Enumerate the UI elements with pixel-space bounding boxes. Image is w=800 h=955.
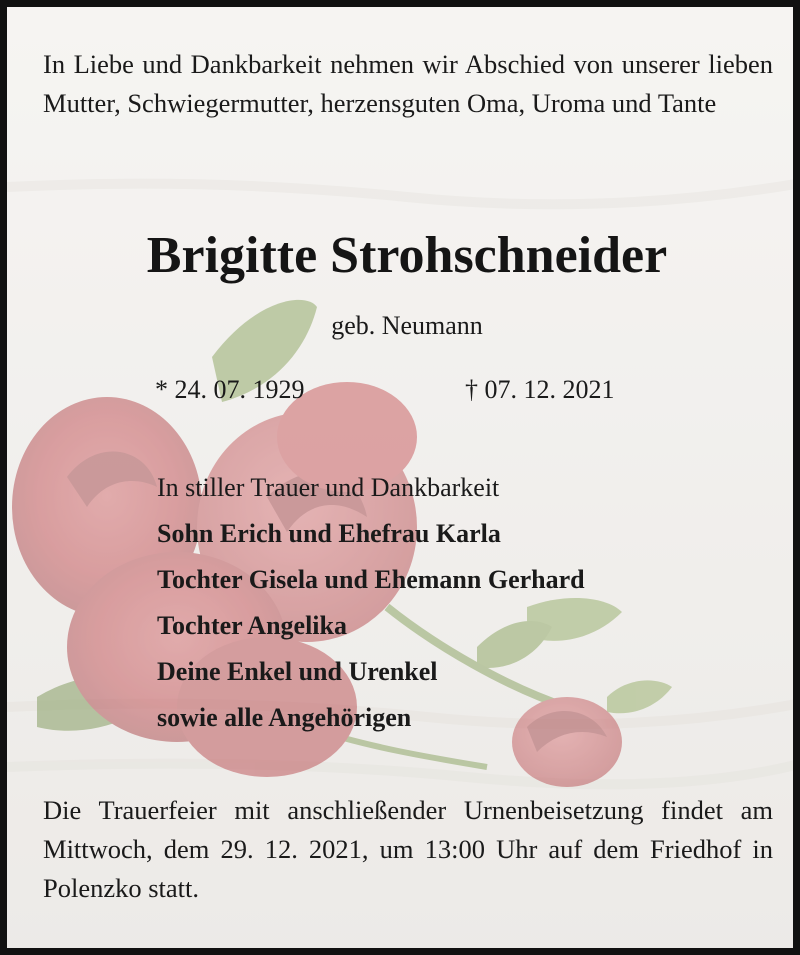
mourners-lead: In stiller Trauer und Dankbarkeit — [157, 473, 500, 502]
funeral-details: Die Trauerfeier mit anschließender Urnenbeisetzung findet am Mittwoch, dem 29. 12. 2021, um 13:00 Uhr auf dem Friedhof in Polenzko statt. — [43, 795, 773, 903]
death-date: † 07. 12. 2021 — [465, 375, 615, 404]
birth-date: * 24. 07. 1929 — [155, 375, 305, 404]
mourner-entry: Tochter Angelika — [157, 611, 347, 640]
mourners-list — [157, 465, 585, 741]
mourner-entry: Deine Enkel und Urenkel — [157, 657, 438, 686]
mourner-entry: Tochter Gisela und Ehemann Gerhard — [157, 565, 585, 594]
intro-text: In Liebe und Dankbarkeit nehmen wir Abschied von unserer lieben Mutter, Schwiegermutter, herzensguten Oma, Uroma und Tante — [43, 49, 773, 118]
deceased-name: Brigitte Strohschneider — [146, 227, 668, 284]
mourner-entry: Sohn Erich und Ehefrau Karla — [157, 519, 501, 548]
mourner-entry: sowie alle Angehörigen — [157, 703, 412, 732]
maiden-name: geb. Neumann — [331, 311, 483, 340]
